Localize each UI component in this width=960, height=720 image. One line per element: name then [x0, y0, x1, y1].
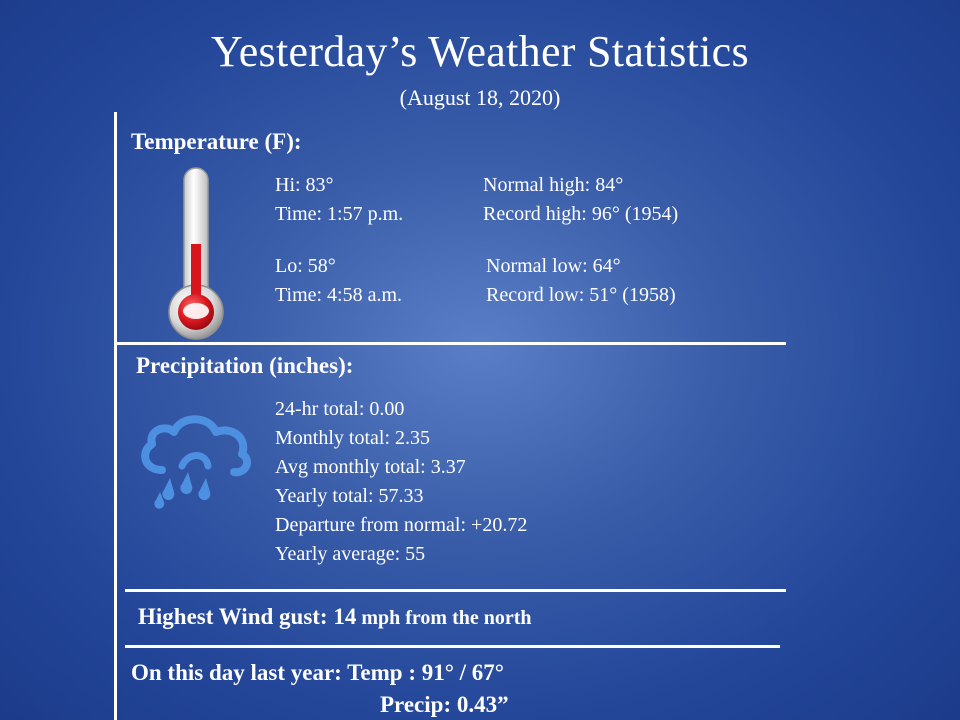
section-divider-1 [117, 342, 786, 345]
precipitation-list [275, 395, 527, 569]
last-year-precip: Precip: 0.43” [380, 692, 509, 717]
temperature-heading: Temperature (F): [131, 129, 302, 154]
temp-normal-low: Normal low: 64° [486, 255, 621, 277]
precip-yearly-total: Yearly total: 57.33 [275, 485, 424, 507]
last-year-temp: On this day last year: Temp : 91° / 67° [131, 660, 505, 685]
precip-monthly-total: Monthly total: 2.35 [275, 427, 430, 449]
temp-lo-time: Time: 4:58 a.m. [275, 284, 403, 306]
slide-title: Yesterday’s Weather Statistics [211, 27, 749, 76]
section-divider-2 [125, 589, 786, 592]
section-divider-3 [125, 645, 780, 648]
temp-normal-high: Normal high: 84° [483, 174, 624, 196]
wind-gust-detail: mph from the north [356, 607, 532, 629]
vertical-divider [114, 112, 117, 720]
wind-gust [138, 603, 532, 632]
rain-cloud-icon [136, 412, 254, 510]
temp-record-high: Record high: 96° (1954) [483, 203, 679, 225]
precip-yearly-average: Yearly average: 55 [275, 543, 426, 565]
precipitation-heading: Precipitation (inches): [136, 353, 354, 378]
precip-24hr-total: 24-hr total: 0.00 [275, 398, 405, 420]
slide-date: (August 18, 2020) [399, 85, 561, 110]
temp-hi: Hi: 83° [275, 174, 334, 196]
temp-hi-time: Time: 1:57 p.m. [275, 203, 404, 225]
temp-lo: Lo: 58° [275, 255, 336, 277]
temp-record-low: Record low: 51° (1958) [486, 284, 676, 306]
precip-avg-monthly-total: Avg monthly total: 3.37 [275, 456, 466, 478]
thermometer-icon [160, 164, 232, 342]
wind-gust-label: Highest Wind gust: 14 [138, 604, 357, 629]
precip-departure-from-normal: Departure from normal: +20.72 [275, 514, 528, 536]
